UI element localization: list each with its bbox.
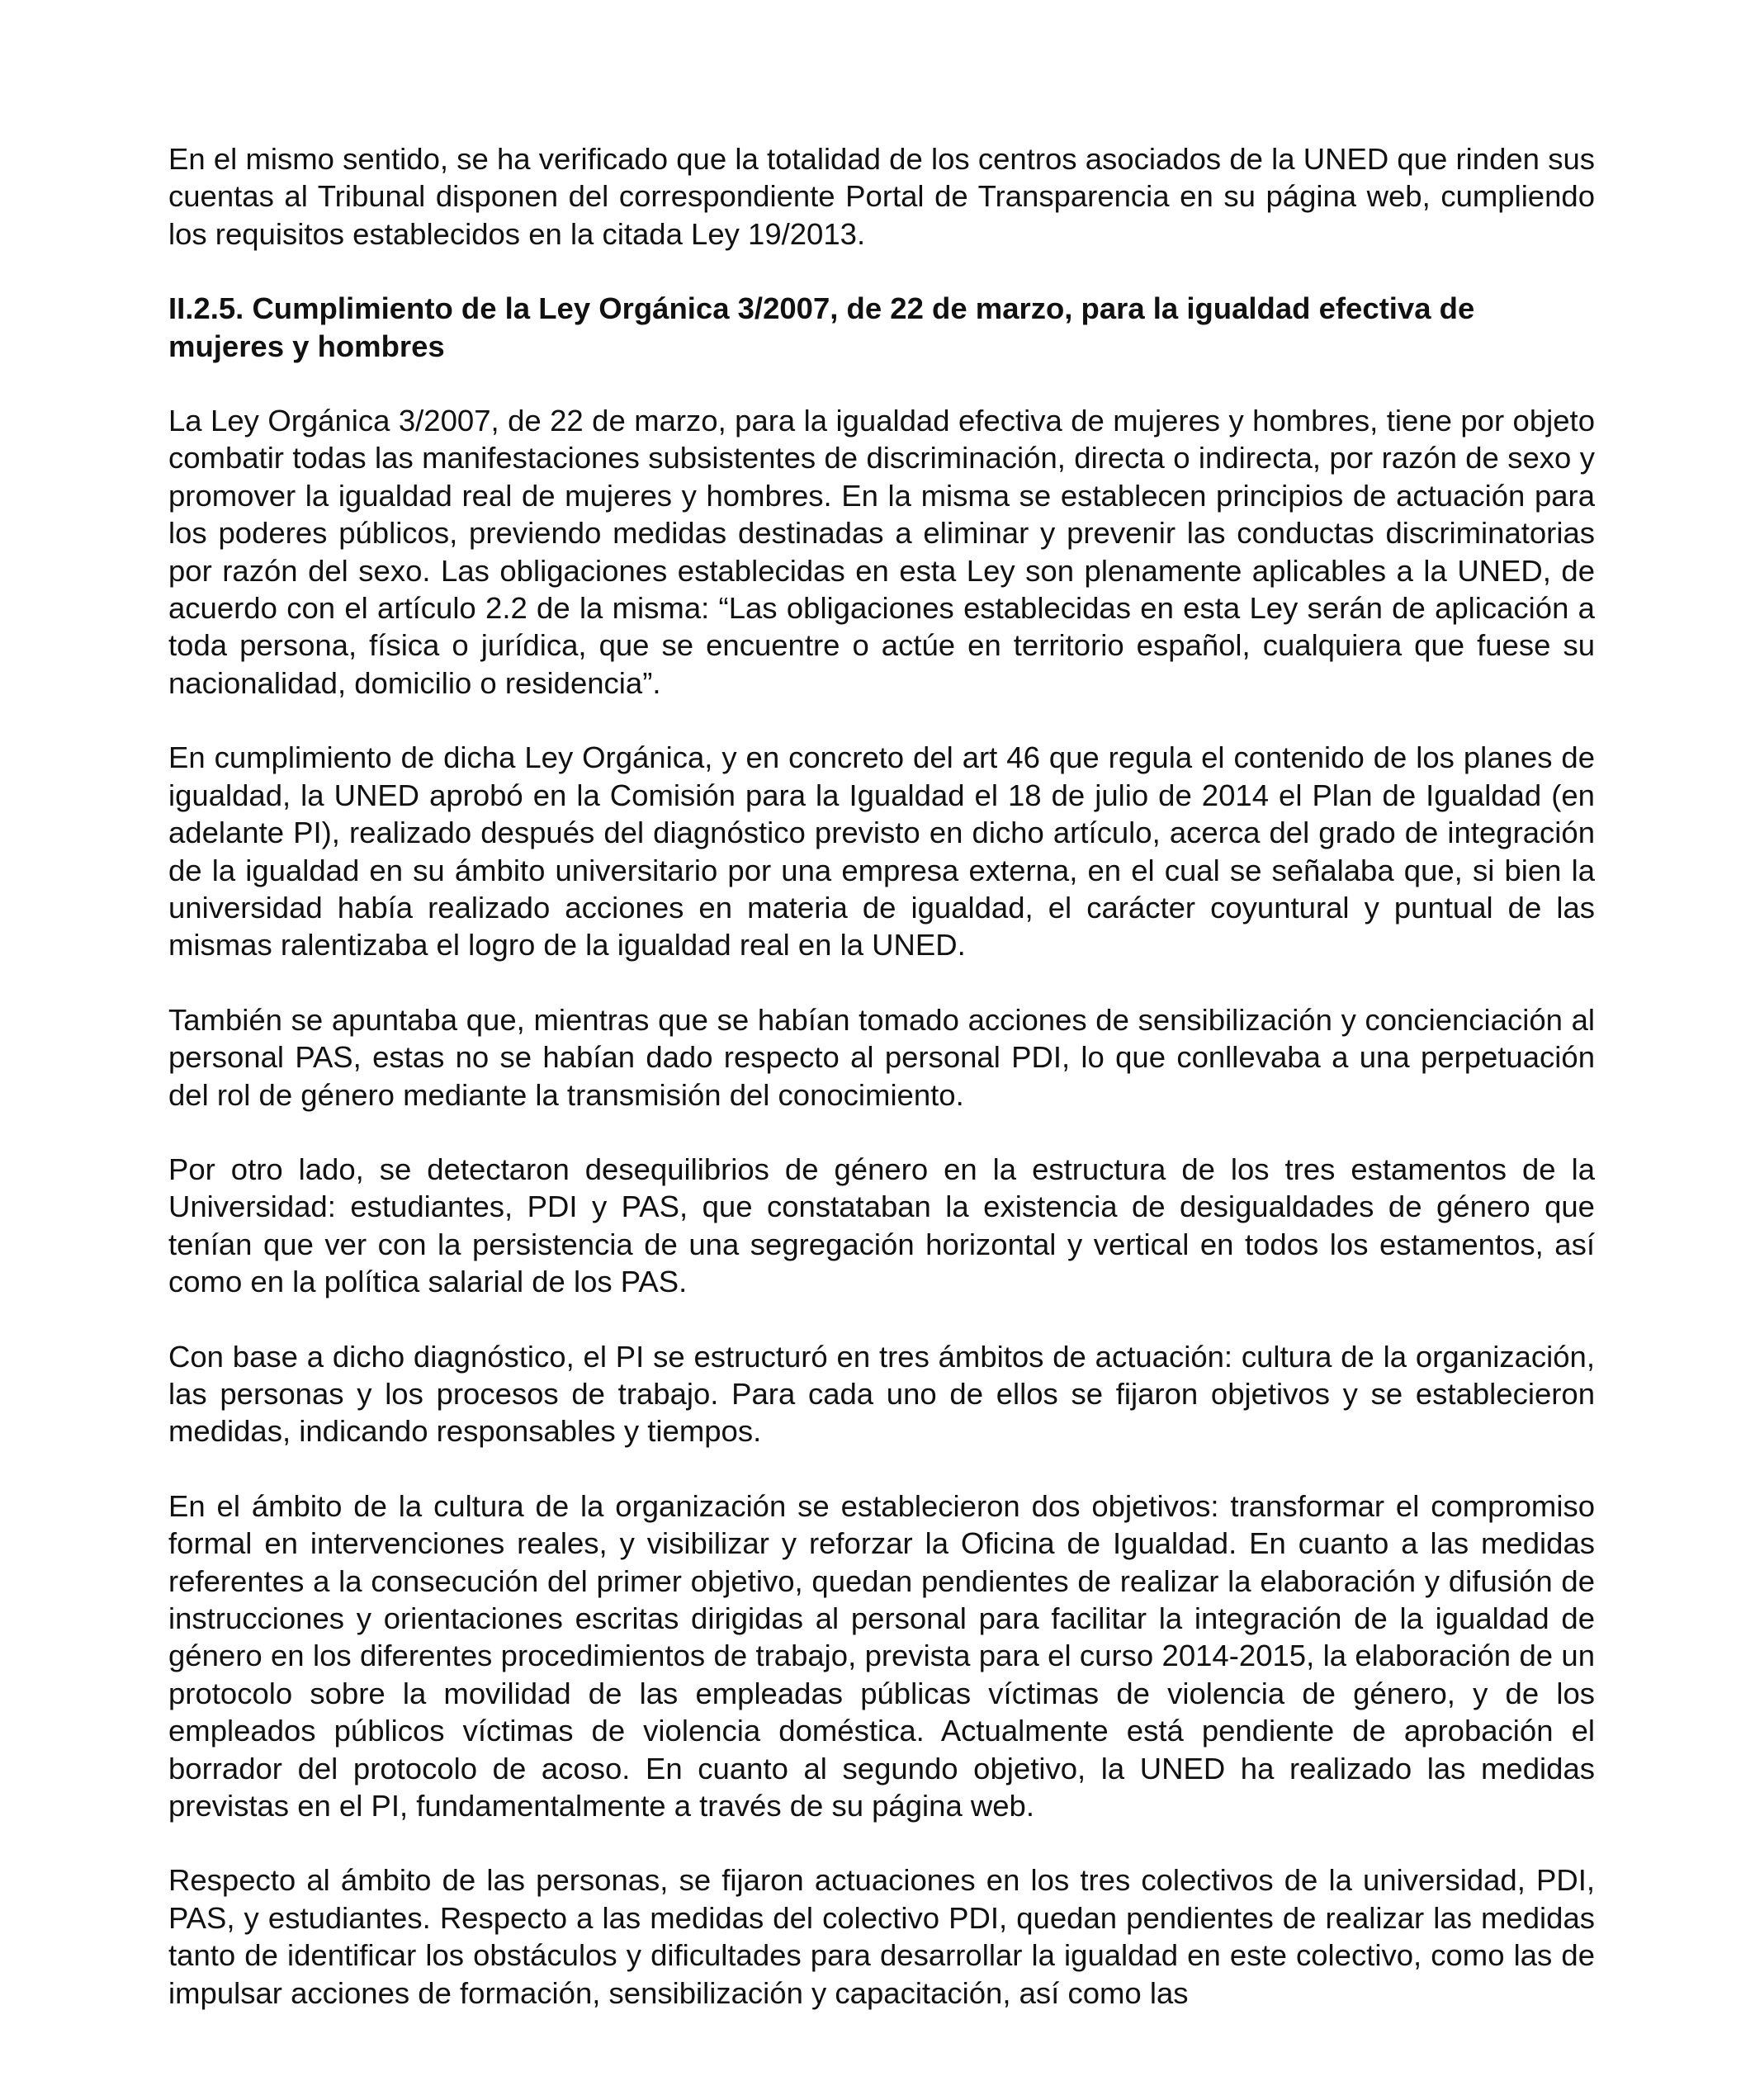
body-paragraph-5: Con base a dicho diagnóstico, el PI se estructuró en tres ámbitos de actuación: cultura de la organización, las personas y los procesos de trabajo. Para cada uno de ellos se fijaron objetivos y se establecieron medidas, indicando responsables y tiempos.: [168, 1339, 1595, 1449]
body-paragraph-3: También se apuntaba que, mientras que se habían tomado acciones de sensibilización y concienciación al personal PAS, estas no se habían dado respecto al personal PDI, lo que conllevaba a una perpetuación del rol de género mediante la transmisión del conocimiento.: [168, 1002, 1595, 1112]
body-paragraph-7: Respecto al ámbito de las personas, se fijaron actuaciones en los tres colectivos de la universidad, PDI, PAS, y estudiantes. Respecto a las medidas del colectivo PDI, quedan pendientes de realizar las medidas tanto de identificar los obstáculos y dificultades para desarrollar la igualdad en este colectivo, como las de impulsar acciones de formación, sensibilización y capacitación, así como las: [168, 1863, 1595, 2010]
document-page: [168, 140, 1595, 2049]
section-heading: II.2.5. Cumplimiento de la Ley Orgánica 3/2007, de 22 de marzo, para la igualdad efectiva de mujeres y hombres: [168, 291, 1475, 363]
body-paragraph-4: Por otro lado, se detectaron desequilibrios de género en la estructura de los tres estamentos de la Universidad: estudiantes, PDI y PAS, que constataban la existencia de desigualdades de género que tenían que ver con la persistencia de una segregación horizontal y vertical en todos los estamentos, así como en la política salarial de los PAS.: [168, 1152, 1595, 1299]
body-paragraph-6: En el ámbito de la cultura de la organización se establecieron dos objetivos: transformar el compromiso formal en intervenciones reales, y visibilizar y reforzar la Oficina de Igualdad. En cuanto a las medidas referentes a la consecución del primer objetivo, quedan pendientes de realizar la elaboración y difusión de instrucciones y orientaciones escritas dirigidas al personal para facilitar la integración de la igualdad de género en los diferentes procedimientos de trabajo, prevista para el curso 2014-2015, la elaboración de un protocolo sobre la movilidad de las empleadas públicas víctimas de violencia de género, y de los empleados públicos víctimas de violencia doméstica. Actualmente está pendiente de aprobación el borrador del protocolo de acoso. En cuanto al segundo objetivo, la UNED ha realizado las medidas previstas en el PI, fundamentalmente a través de su página web.: [168, 1488, 1595, 1823]
body-paragraph-1: La Ley Orgánica 3/2007, de 22 de marzo, para la igualdad efectiva de mujeres y hombres, tiene por objeto combatir todas las manifestaciones subsistentes de discriminación, directa o indirecta, por razón de sexo y promover la igualdad real de mujeres y hombres. En la misma se establecen principios de actuación para los poderes públicos, previendo medidas destinadas a eliminar y prevenir las conductas discriminatorias por razón del sexo. Las obligaciones establecidas en esta Ley son plenamente aplicables a la UNED, de acuerdo con el artículo 2.2 de la misma: “Las obligaciones establecidas en esta Ley serán de aplicación a toda persona, física o jurídica, que se encuentre o actúe en territorio español, cualquiera que fuese su nacionalidad, domicilio o residencia”.: [168, 404, 1595, 700]
body-paragraph-2: En cumplimiento de dicha Ley Orgánica, y en concreto del art 46 que regula el contenido de los planes de igualdad, la UNED aprobó en la Comisión para la Igualdad el 18 de julio de 2014 el Plan de Igualdad (en adelante PI), realizado después del diagnóstico previsto en dicho artículo, acerca del grado de integración de la igualdad en su ámbito universitario por una empresa externa, en el cual se señalaba que, si bien la universidad había realizado acciones en materia de igualdad, el carácter coyuntural y puntual de las mismas ralentizaba el logro de la igualdad real en la UNED.: [168, 740, 1595, 962]
intro-paragraph: En el mismo sentido, se ha verificado que la totalidad de los centros asociados de la UNED que rinden sus cuentas al Tribunal disponen del correspondiente Portal de Transparencia en su página web, cumpliendo los requisitos establecidos en la citada Ley 19/2013.: [168, 142, 1595, 251]
